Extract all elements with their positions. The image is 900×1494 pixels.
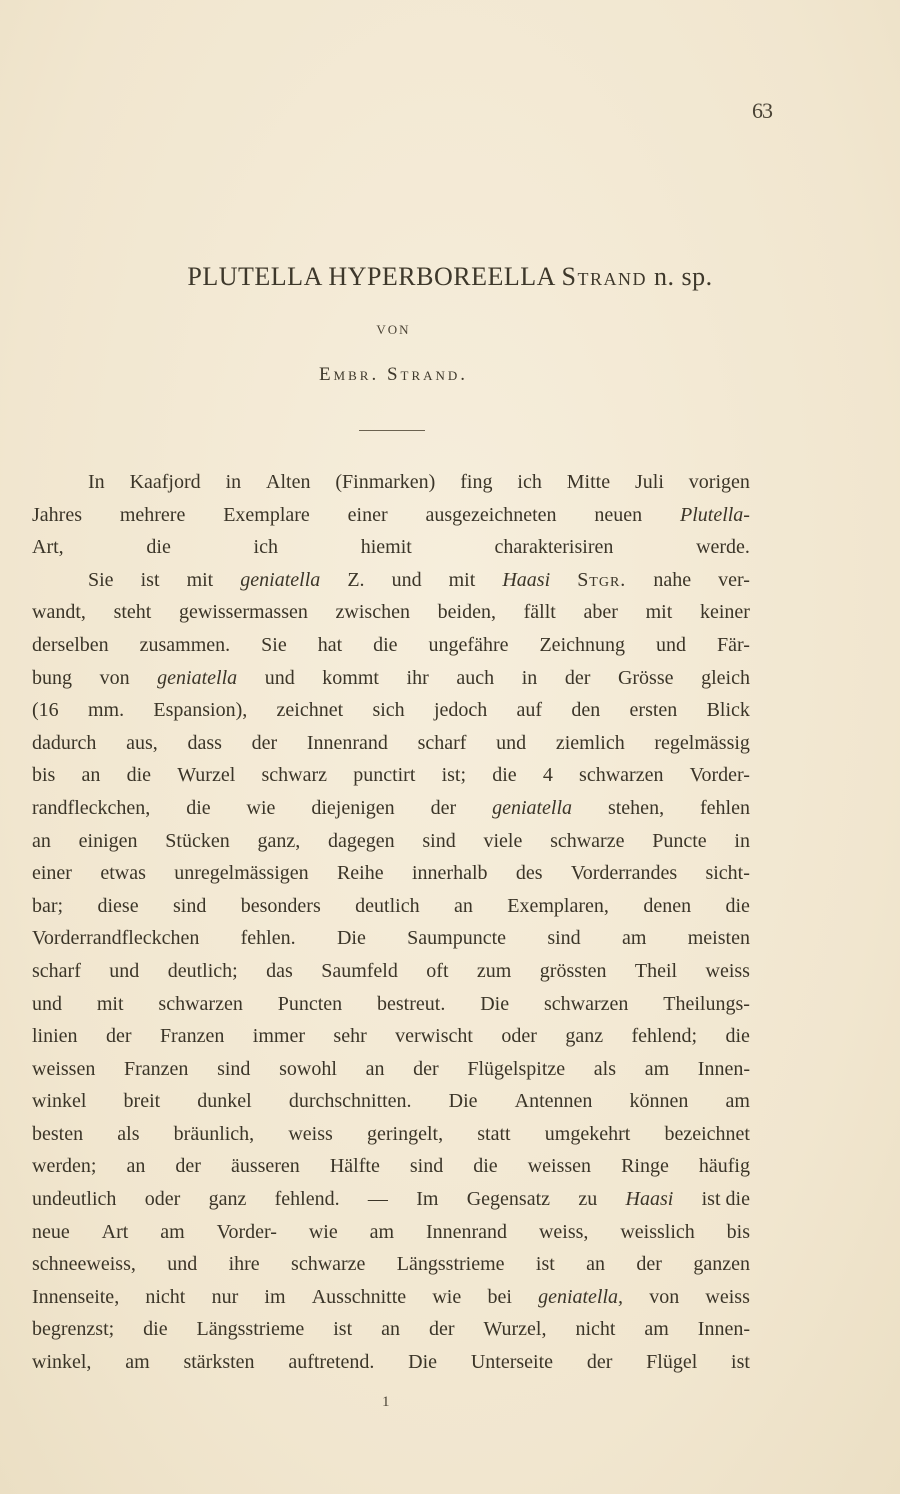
text-line bbox=[32, 1313, 750, 1346]
word: ganz bbox=[208, 1188, 247, 1211]
text-line bbox=[32, 1020, 750, 1053]
word: den bbox=[571, 699, 601, 722]
word: Grösse bbox=[617, 666, 674, 689]
word: und bbox=[32, 992, 62, 1015]
text-line bbox=[32, 1118, 750, 1151]
word: punctirt bbox=[353, 764, 416, 787]
word: durchschnitten. bbox=[288, 1090, 412, 1113]
text-line bbox=[32, 629, 750, 662]
word: und bbox=[109, 959, 140, 982]
word: schwarzen bbox=[579, 764, 664, 787]
species-name: Haasi bbox=[502, 568, 551, 591]
word: nicht bbox=[145, 1285, 186, 1308]
word: die bbox=[725, 1025, 750, 1048]
word: dadurch bbox=[32, 731, 97, 754]
word: mit bbox=[186, 568, 214, 591]
word: fehlend; bbox=[631, 1025, 698, 1048]
word: einigen bbox=[78, 829, 138, 852]
word: auch bbox=[456, 666, 495, 689]
word: Kaafjord bbox=[129, 471, 201, 493]
text-line bbox=[32, 792, 750, 825]
word: schwarzen bbox=[543, 992, 629, 1015]
word: als bbox=[593, 1057, 617, 1080]
word: wandt, bbox=[32, 601, 86, 624]
word: und bbox=[496, 731, 527, 754]
text-line bbox=[32, 596, 750, 629]
word: etwas bbox=[100, 862, 146, 885]
word: in bbox=[521, 666, 538, 689]
word: Mitte bbox=[566, 471, 611, 493]
word: meisten bbox=[687, 927, 750, 950]
word: Innenrand bbox=[425, 1220, 508, 1243]
author-name: Embr. Strand. bbox=[318, 364, 469, 385]
word: In bbox=[88, 471, 105, 493]
word: Längsstrieme bbox=[396, 1253, 505, 1276]
text-line bbox=[32, 759, 750, 792]
word: Antennen bbox=[514, 1090, 593, 1113]
word: jedoch bbox=[433, 699, 488, 722]
word: Längsstrieme bbox=[196, 1318, 305, 1341]
text-line bbox=[32, 727, 750, 760]
word: und bbox=[655, 633, 686, 656]
word: Sie bbox=[88, 568, 114, 591]
word: ungefähre bbox=[428, 633, 509, 656]
word: weiss bbox=[705, 1285, 750, 1308]
species-name: Haasi bbox=[625, 1188, 674, 1211]
word: am bbox=[644, 1318, 669, 1341]
word: an bbox=[365, 1057, 385, 1080]
text-line bbox=[32, 922, 750, 955]
word: am bbox=[644, 1057, 670, 1080]
word: 4 bbox=[542, 764, 553, 787]
word: die bbox=[473, 1155, 498, 1178]
text-line bbox=[32, 988, 750, 1021]
page-number: 63 bbox=[752, 98, 772, 123]
word: der bbox=[251, 731, 278, 754]
word: (Finmarken) bbox=[335, 471, 436, 493]
word: schwarz bbox=[261, 764, 327, 787]
signature-mark: 1 bbox=[382, 1394, 390, 1410]
title-suffix: n. sp. bbox=[653, 262, 713, 291]
word: sicht- bbox=[705, 862, 750, 885]
word: vorigen bbox=[688, 471, 750, 493]
species-name: geniatella bbox=[492, 796, 573, 819]
word: schwarze bbox=[550, 829, 625, 852]
word: Sie bbox=[261, 633, 287, 656]
word: weissen bbox=[527, 1155, 592, 1178]
text-line bbox=[32, 466, 750, 499]
word: randfleckchen, bbox=[32, 796, 151, 819]
word: Blick bbox=[706, 699, 750, 722]
species-name: Plutella- bbox=[679, 503, 750, 526]
word: der bbox=[413, 1057, 439, 1080]
word: ich bbox=[253, 536, 278, 559]
word: von bbox=[99, 666, 130, 689]
text-line bbox=[32, 1085, 750, 1118]
word: mehrere bbox=[119, 503, 186, 526]
word: hiemit bbox=[360, 536, 412, 559]
word: neuen bbox=[594, 503, 643, 526]
word: aber bbox=[583, 601, 618, 624]
word: dunkel bbox=[197, 1090, 252, 1113]
text-line bbox=[32, 890, 750, 923]
word: bestreut. bbox=[377, 992, 446, 1015]
word: mit bbox=[96, 992, 124, 1015]
word: gleich bbox=[701, 666, 750, 689]
word: Theilungs- bbox=[663, 992, 750, 1015]
title-author: Strand bbox=[561, 262, 647, 291]
text-line bbox=[32, 531, 750, 564]
word: statt bbox=[477, 1122, 511, 1145]
word: an bbox=[453, 894, 473, 917]
word: an bbox=[32, 829, 51, 852]
word: der bbox=[564, 666, 591, 689]
word: ist; bbox=[441, 764, 467, 787]
word: zwischen bbox=[335, 601, 410, 624]
word: diese bbox=[97, 894, 139, 917]
word: — bbox=[367, 1188, 388, 1211]
word: äusseren bbox=[230, 1155, 300, 1178]
word: Wurzel bbox=[177, 764, 236, 787]
word: Saumpuncte bbox=[407, 927, 507, 950]
word: fehlen bbox=[699, 796, 750, 819]
word: Vorderrandes bbox=[570, 862, 678, 885]
word: sind bbox=[409, 1155, 444, 1178]
word: ihr bbox=[406, 666, 429, 689]
word: weissen bbox=[32, 1057, 96, 1080]
word: denen bbox=[643, 894, 692, 917]
word: zu bbox=[578, 1188, 598, 1211]
word: Art, bbox=[32, 536, 64, 559]
word: bezeichnet bbox=[664, 1122, 750, 1145]
word: bar; bbox=[32, 894, 64, 917]
word: (16 bbox=[32, 699, 59, 722]
text-line bbox=[32, 1183, 750, 1216]
word: bis bbox=[726, 1220, 750, 1243]
word: Exemplaren, bbox=[507, 894, 609, 917]
word: ziemlich bbox=[555, 731, 625, 754]
word: winkel, bbox=[32, 1351, 92, 1374]
word: keiner bbox=[699, 601, 750, 624]
word: einer bbox=[32, 862, 72, 885]
text-line bbox=[32, 1346, 750, 1379]
word: Flügelspitze bbox=[467, 1057, 566, 1080]
word: besten bbox=[32, 1122, 84, 1145]
word: ersten bbox=[629, 699, 678, 722]
word: in bbox=[734, 829, 750, 852]
word: innerhalb bbox=[411, 862, 488, 885]
word: grössten bbox=[539, 959, 607, 982]
word: diejenigen bbox=[311, 796, 395, 819]
word: aus, bbox=[126, 731, 158, 754]
word: Gegensatz bbox=[466, 1188, 551, 1211]
word: gewissermassen bbox=[179, 601, 308, 624]
word: auftretend. bbox=[288, 1351, 375, 1374]
word: weiss, bbox=[538, 1220, 589, 1243]
text-line bbox=[32, 857, 750, 890]
word: sind bbox=[422, 829, 456, 852]
word: die bbox=[492, 764, 517, 787]
word: scharf bbox=[32, 959, 81, 982]
word: am bbox=[125, 1351, 150, 1374]
word: Puncte bbox=[652, 829, 707, 852]
word: Espansion), bbox=[153, 699, 248, 722]
word: sowohl bbox=[279, 1057, 337, 1080]
title-main: PLUTELLA HYPERBOREELLA bbox=[187, 262, 555, 291]
word: am bbox=[160, 1220, 185, 1243]
word: sind bbox=[547, 927, 581, 950]
word: Innen- bbox=[697, 1057, 750, 1080]
word: in bbox=[225, 471, 242, 493]
word: sich bbox=[372, 699, 405, 722]
word: fehlend. bbox=[274, 1188, 340, 1211]
word: Exemplare bbox=[223, 503, 310, 526]
word: auf bbox=[516, 699, 543, 722]
word: Innen- bbox=[697, 1318, 750, 1341]
word: am bbox=[369, 1220, 395, 1243]
word: begrenzst; bbox=[32, 1318, 115, 1341]
word: hat bbox=[317, 633, 343, 656]
text-line bbox=[32, 499, 750, 532]
text-line bbox=[32, 1150, 750, 1183]
word: wie bbox=[432, 1285, 462, 1308]
word: einer bbox=[347, 503, 388, 526]
word: an bbox=[586, 1253, 606, 1276]
word: ist bbox=[731, 1351, 750, 1374]
word: bis bbox=[32, 764, 56, 787]
word: werden; bbox=[32, 1155, 97, 1178]
word: Die bbox=[448, 1090, 478, 1113]
word: an bbox=[81, 764, 101, 787]
word: die bbox=[126, 764, 152, 787]
word: werde. bbox=[696, 536, 750, 559]
word: des bbox=[515, 862, 543, 885]
word: dagegen bbox=[327, 829, 395, 852]
word: neue bbox=[32, 1220, 70, 1243]
word: ganz, bbox=[257, 829, 301, 852]
species-name: geniatella bbox=[157, 666, 238, 689]
word: Ringe bbox=[621, 1155, 669, 1178]
word: Ausschnitte bbox=[311, 1285, 407, 1308]
word: bung bbox=[32, 666, 72, 689]
word: viele bbox=[483, 829, 523, 852]
word: kommt bbox=[322, 666, 379, 689]
text-line bbox=[32, 1216, 750, 1249]
word: mit bbox=[645, 601, 673, 624]
word: geringelt, bbox=[366, 1122, 444, 1145]
word: ausgezeichneten bbox=[425, 503, 557, 526]
text-line bbox=[32, 825, 750, 858]
word: immer bbox=[252, 1025, 305, 1048]
word: nahe bbox=[653, 568, 692, 591]
word: sehr bbox=[333, 1025, 367, 1048]
word: ist bbox=[535, 1253, 555, 1276]
word: winkel bbox=[32, 1090, 87, 1113]
word: undeutlich bbox=[32, 1188, 117, 1211]
word: bei bbox=[487, 1285, 512, 1308]
word: Stücken bbox=[165, 829, 230, 852]
word: am bbox=[621, 927, 647, 950]
word: ist die bbox=[701, 1188, 750, 1211]
word: als bbox=[117, 1122, 140, 1145]
species-name: geniatella, bbox=[538, 1285, 624, 1308]
word: unregelmässigen bbox=[174, 862, 309, 885]
word: Art bbox=[101, 1220, 129, 1243]
word: an bbox=[126, 1155, 146, 1178]
word: oft bbox=[426, 959, 449, 982]
word: Im bbox=[416, 1188, 439, 1211]
word: am bbox=[725, 1090, 750, 1113]
word: und bbox=[167, 1253, 198, 1276]
word: ganzen bbox=[693, 1253, 750, 1276]
word: Fär- bbox=[716, 633, 750, 656]
word: Franzen bbox=[159, 1025, 225, 1048]
word: stehen, bbox=[607, 796, 665, 819]
word: häufig bbox=[698, 1155, 750, 1178]
body-text bbox=[32, 466, 750, 1379]
word: mm. bbox=[87, 699, 125, 722]
word: Die bbox=[408, 1351, 438, 1374]
word: Wurzel, bbox=[483, 1318, 547, 1341]
word: fällt bbox=[523, 601, 556, 624]
word: Jahres bbox=[32, 503, 82, 526]
word: fehlen. bbox=[240, 927, 296, 950]
byline-von: VON bbox=[376, 322, 411, 337]
word: charakterisiren bbox=[494, 536, 614, 559]
word: das bbox=[266, 959, 293, 982]
text-line bbox=[32, 955, 750, 988]
article-title bbox=[0, 262, 900, 292]
word: bräunlich, bbox=[173, 1122, 255, 1145]
word: an bbox=[381, 1318, 400, 1341]
word: die bbox=[373, 633, 398, 656]
word: die bbox=[725, 894, 750, 917]
word: Franzen bbox=[124, 1057, 189, 1080]
word: die bbox=[186, 796, 211, 819]
word: ihre bbox=[228, 1253, 260, 1276]
word: Vorder- bbox=[689, 764, 750, 787]
word: der bbox=[586, 1351, 613, 1374]
word: Alten bbox=[266, 471, 311, 493]
word: deutlich; bbox=[167, 959, 238, 982]
word: Flügel bbox=[646, 1351, 698, 1374]
word: Z. bbox=[347, 568, 365, 591]
text-line bbox=[32, 694, 750, 727]
word: mit bbox=[448, 568, 476, 591]
word: weisslich bbox=[620, 1220, 695, 1243]
word: der bbox=[428, 1318, 455, 1341]
word: verwischt bbox=[395, 1025, 473, 1048]
text-line bbox=[32, 1248, 750, 1281]
species-name: geniatella bbox=[240, 568, 321, 591]
word: zeichnet bbox=[276, 699, 344, 722]
word: schneeweiss, bbox=[32, 1253, 136, 1276]
word: Hälfte bbox=[329, 1155, 380, 1178]
word: Zeichnung bbox=[539, 633, 625, 656]
word: steht bbox=[113, 601, 152, 624]
word: deutlich bbox=[355, 894, 420, 917]
text-line bbox=[32, 1281, 750, 1314]
word: die bbox=[146, 536, 171, 559]
word: ver- bbox=[718, 568, 750, 591]
word: wie bbox=[246, 796, 276, 819]
word: zusammen. bbox=[139, 633, 231, 656]
word: können bbox=[629, 1090, 689, 1113]
word: Theil bbox=[634, 959, 678, 982]
word: Puncten bbox=[277, 992, 343, 1015]
word: der bbox=[175, 1155, 201, 1178]
word: oder bbox=[501, 1025, 537, 1048]
word: weiss bbox=[705, 959, 750, 982]
word: derselben bbox=[32, 633, 109, 656]
word: Vorderrandfleckchen bbox=[32, 927, 200, 950]
word: der bbox=[105, 1025, 132, 1048]
word: Unterseite bbox=[470, 1351, 554, 1374]
word: und bbox=[391, 568, 422, 591]
word: schwarzen bbox=[158, 992, 243, 1015]
word: Saumfeld bbox=[321, 959, 398, 982]
text-line bbox=[32, 564, 750, 597]
word: linien bbox=[32, 1025, 78, 1048]
word: sind bbox=[173, 894, 207, 917]
word: und bbox=[264, 666, 295, 689]
word: ganz bbox=[565, 1025, 604, 1048]
word: der bbox=[636, 1253, 662, 1276]
word: Juli bbox=[634, 471, 664, 493]
text-line bbox=[32, 662, 750, 695]
word: umgekehrt bbox=[544, 1122, 631, 1145]
word: stärksten bbox=[183, 1351, 255, 1374]
word: weiss bbox=[288, 1122, 333, 1145]
word: Die bbox=[480, 992, 510, 1015]
word: regelmässig bbox=[654, 731, 750, 754]
word: Stgr. bbox=[577, 568, 627, 591]
word: Vorder- bbox=[216, 1220, 277, 1243]
word: nur bbox=[211, 1285, 239, 1308]
word: wie bbox=[308, 1220, 338, 1243]
word: besonders bbox=[240, 894, 321, 917]
word: der bbox=[430, 796, 457, 819]
word: Innenrand bbox=[306, 731, 388, 754]
word: Reihe bbox=[336, 862, 384, 885]
word: schwarze bbox=[291, 1253, 366, 1276]
word: nicht bbox=[575, 1318, 616, 1341]
word: oder bbox=[144, 1188, 181, 1211]
word: ist bbox=[140, 568, 160, 591]
word: von bbox=[649, 1285, 680, 1308]
word: sind bbox=[217, 1057, 251, 1080]
word: im bbox=[264, 1285, 286, 1308]
word: ist bbox=[333, 1318, 353, 1341]
separator-rule bbox=[359, 430, 425, 431]
word: beiden, bbox=[437, 601, 496, 624]
word: zum bbox=[476, 959, 512, 982]
word: Innenseite, bbox=[32, 1285, 120, 1308]
word: dass bbox=[187, 731, 222, 754]
word: scharf bbox=[417, 731, 467, 754]
word: die bbox=[143, 1318, 168, 1341]
word: Die bbox=[336, 927, 366, 950]
word: ich bbox=[517, 471, 542, 493]
word: breit bbox=[123, 1090, 161, 1113]
word: fing bbox=[460, 471, 493, 493]
text-line bbox=[32, 1053, 750, 1086]
